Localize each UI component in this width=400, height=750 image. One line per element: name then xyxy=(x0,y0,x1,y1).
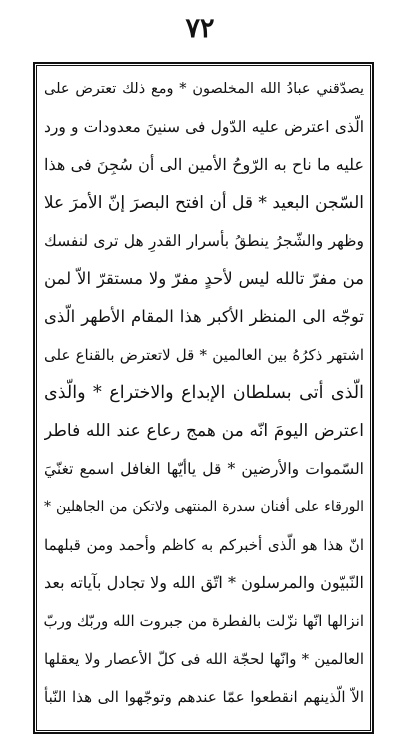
text-line-12: الورقاء على أفنان سدرة المنتهى ولاتكن من الجاهلين * xyxy=(44,499,364,515)
text-line-6: من مفرّ تالله ليس لأحدٍ مفرّ ولا مستقرّ الاّ لمن xyxy=(44,269,364,288)
text-line-16: العالمين * وانّها لحجّة الله فى كلّ الأعصار ولا يعقلها xyxy=(44,650,364,668)
text-line-17: الاّ الّذينهم انقطعوا عمّا عندهم وتوجّهوا الى هذا النّبأ xyxy=(44,688,364,706)
text-line-9: الّذى أتى بسلطان الإبداع والاختراع * والّذى xyxy=(44,383,364,403)
text-line-2: الّذى اعترض عليه الدّول فى سنينَ معدودات و ورد xyxy=(44,118,364,136)
text-line-4: السّجن البعيد * قل أن افتح البصرَ إنّ الأمرَ علا xyxy=(44,193,364,213)
text-line-3: عليه ما ناح به الرّوحُ الأمين الى أن سُجِنَ فى هذا xyxy=(44,155,364,174)
text-line-13: انّ هذا هو الّذى أخبركم به كاظم وأحمد ومن قبلهما xyxy=(44,536,364,554)
page-number: ٧٢ xyxy=(185,13,215,44)
text-line-5: وظهر والشّجرُ ينطقُ بأسرار القدرِ هل ترى لنفسك xyxy=(44,232,364,250)
text-line-10: اعترض اليومَ انّه من همج رعاع عند الله فاطر xyxy=(44,421,364,441)
text-line-1: يصدّقني عبادُ الله المخلصون * ومع ذلك تعترض على xyxy=(44,81,364,97)
text-line-8: اشتهر ذكرُهُ بين العالمين * قل لاتعترض بالقناع على xyxy=(44,346,364,364)
text-line-11: السّموات والأرضين * قل ياأيّها الغافل اسمع تغنّيَ xyxy=(44,460,364,478)
text-line-7: توجّه الى المنظر الأكبر هذا المقام الأطهر الّذى xyxy=(44,307,364,326)
text-line-15: انزالها انّها نزّلت بالفطرة من جبروت الله وربّك وربّ xyxy=(44,612,364,630)
body-text xyxy=(44,70,364,726)
text-line-14: النّبيّون والمرسلون * اتّق الله ولا تجادل بآياته بعد xyxy=(44,573,364,592)
